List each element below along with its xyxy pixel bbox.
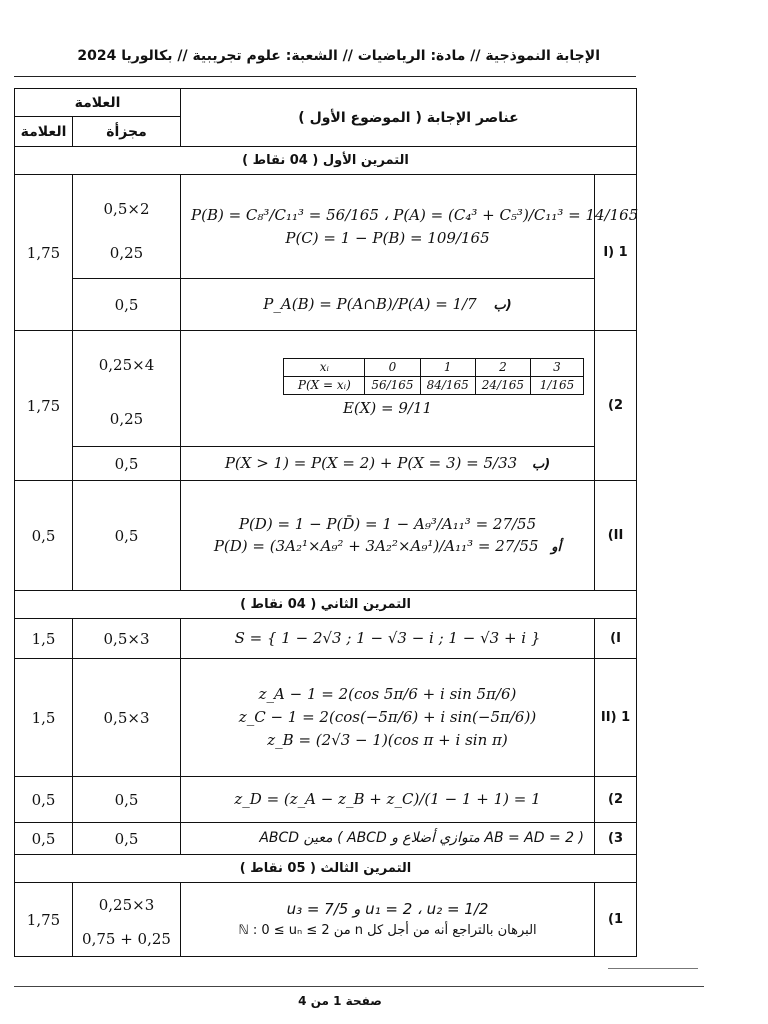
page-number: صفحة 1 من 4 [298,994,382,1008]
answer-cell [181,823,595,855]
formula-text: P_A(B) = P(A∩B)/P(A) = 1/7 [263,294,477,313]
question-label: 2) [595,777,637,823]
formula-line [191,295,584,314]
dist-value-cell: 1/165 [531,376,584,394]
formula-text: P(D) = (3A₂¹×A₉² + 3A₂²×A₉¹)/A₁₁³ = 27/55 [213,537,539,556]
exercise-1-title: التمرين الأول ( 04 نقاط ) [15,147,637,175]
footer-divider [14,986,704,987]
answer-cell [181,619,595,659]
margin-rule [608,968,698,969]
exercise-2-title: التمرين الثاني ( 04 نقاط ) [15,591,637,619]
dist-value-cell: 24/165 [475,376,530,394]
question-label: 2) [595,331,637,481]
sub-label: ب) [493,297,512,313]
dist-header-cell: 1 [420,358,475,376]
total-mark: 0,5 [15,823,73,855]
answer-elements-header: عناصر الإجابة ( الموضوع الأول ) [181,89,637,147]
answer-cell [181,447,595,481]
question-label: I) [595,619,637,659]
dist-header-cell: 0 [365,358,420,376]
dist-header-cell: xᵢ [284,358,365,376]
formula-line [191,454,584,473]
formula-line: S = { 1 − 2√3 ; 1 − √3 − i ; 1 − √3 + i } [234,629,541,648]
answer-cell [181,777,595,823]
formula-line: z_B = (2√3 − 1)(cos π + i sin π) [267,730,508,749]
partial-grade-header: مجزأة [73,117,181,147]
dist-header-cell: 3 [531,358,584,376]
total-grade-header: العلامة [15,117,73,147]
formula-line: E(X) = 9/11 [342,398,433,417]
grade-header: العلامة [15,89,181,117]
formula-line: ABCD معين ( ABCD متوازي أضلاع و AB = AD = 2 ) [259,829,584,846]
answer-cell [181,279,595,331]
partial-mark-cell [73,175,181,279]
total-mark: 1,5 [15,619,73,659]
total-mark: 1,5 [15,659,73,777]
distribution-table [283,358,584,395]
partial-mark: 0,25×4 [98,355,155,374]
answer-table [14,88,637,957]
partial-mark-cell [73,883,181,957]
formula-line: u₁ = 2 ، u₂ = 1/2 و u₃ = 7/5 [286,900,489,918]
partial-mark: 0,5×2 [103,199,150,218]
partial-mark: 0,25 [109,409,144,428]
question-label: 3) [595,823,637,855]
answer-cell [181,659,595,777]
partial-mark: 0,5×3 [73,659,181,777]
answer-cell [181,331,595,447]
formula-line: z_D = (z_A − z_B + z_C)/(1 − 1 + 1) = 1 [234,790,541,809]
partial-mark: 0,5 [73,481,181,591]
partial-mark: 0,5 [73,447,181,481]
total-mark: 0,5 [15,777,73,823]
formula-line [191,537,584,556]
page-header: الإجابة النموذجية // مادة: الرياضيات // الشعبة: علوم تجريبية // بكالوريا 2024 [77,48,600,64]
formula-line: P(D) = 1 − P(D̄) = 1 − A₉³/A₁₁³ = 27/55 [238,514,537,533]
question-label: 1) [595,883,637,957]
partial-mark: 0,75 + 0,25 [82,929,171,948]
total-mark: 1,75 [15,331,73,481]
sub-label: ب) [531,456,551,472]
answer-cell [181,481,595,591]
exercise-3-title: التمرين الثالث ( 05 نقاط ) [15,855,637,883]
question-label: 1 (II [595,659,637,777]
partial-mark: 0,5 [73,823,181,855]
total-mark: 1,75 [15,175,73,331]
dist-value-cell: 84/165 [420,376,475,394]
dist-value-cell: P(X = xᵢ) [284,376,365,394]
answer-cell [181,883,595,957]
formula-line: z_C − 1 = 2(cos(−5π/6) + i sin(−5π/6)) [238,708,537,727]
total-mark: 1,75 [15,883,73,957]
header-divider [14,76,636,77]
partial-mark-cell [73,331,181,447]
dist-value-cell: 56/165 [365,376,420,394]
formula-text: P(X > 1) = P(X = 2) + P(X = 3) = 5/33 [224,453,518,472]
or-label: أو [551,540,562,556]
formula-line: P(C) = 1 − P(B) = 109/165 [285,228,490,247]
formula-line: البرهان بالتراجع أنه من أجل كل n من ℕ : 0 ≤ uₙ ≤ 2 [238,922,537,938]
partial-mark: 0,5 [73,777,181,823]
formula-line: P(B) = C₈³/C₁₁³ = 56/165 ، P(A) = (C₄³ + C₅³)/C₁₁³ = 14/165 [191,205,639,224]
partial-mark: 0,25 [109,243,144,262]
formula-line: z_A − 1 = 2(cos 5π/6 + i sin 5π/6) [258,685,517,704]
dist-header-cell: 2 [475,358,530,376]
partial-mark: 0,25×3 [98,895,155,914]
partial-mark: 0,5 [73,279,181,331]
question-label: II) [595,481,637,591]
question-label: 1 (I [595,175,637,331]
total-mark: 0,5 [15,481,73,591]
partial-mark: 0,5×3 [73,619,181,659]
